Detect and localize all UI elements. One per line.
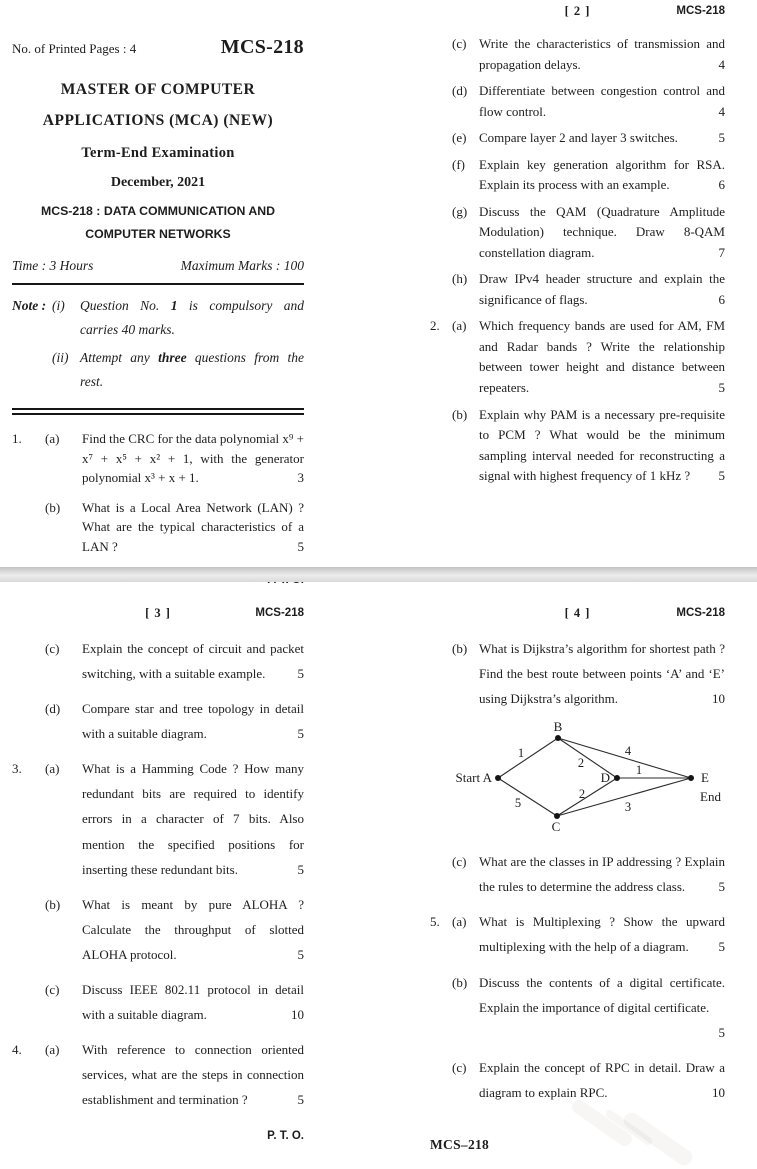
- question-number: [430, 202, 452, 264]
- page2-questions: [430, 34, 725, 487]
- question-part-label: (d): [45, 701, 61, 717]
- question-part-label: (h): [452, 271, 468, 287]
- subject-line2: COMPUTER NETWORKS: [85, 227, 231, 241]
- graph-label-b: B: [553, 721, 563, 735]
- graph-label-d: D: [600, 770, 610, 786]
- graph-edge-weight-AB: 1: [517, 746, 525, 761]
- note-text: [80, 294, 304, 343]
- question-item: [12, 429, 304, 488]
- graph-edge-AB: [498, 738, 558, 778]
- scan-divider: [0, 567, 757, 582]
- question-text: Write the characteristics of transmission and propagation delays. 4: [479, 34, 725, 75]
- page1-questions: [12, 429, 304, 556]
- note-text-segment: questions from the rest.: [80, 349, 304, 389]
- time-marks-row: [12, 258, 304, 274]
- note-text-segment: Question No.: [80, 298, 171, 313]
- question-item: [12, 636, 304, 686]
- note-row: [52, 346, 304, 395]
- question-text: Compare layer 2 and layer 3 switches. 5: [479, 128, 725, 149]
- question-marks: 5: [718, 468, 725, 484]
- graph-node-E: [688, 775, 694, 781]
- question-number: [12, 498, 45, 557]
- page4-questions-bottom: [430, 849, 725, 1105]
- question-item: [430, 202, 725, 264]
- question-item: [430, 970, 725, 1045]
- question-text: Explain the concept of circuit and packet switching, with a suitable example. 5: [82, 636, 304, 686]
- question-marks: 3: [297, 470, 304, 486]
- page4-questions-top: [430, 636, 725, 711]
- page3-questions: [12, 636, 304, 1112]
- question-part-label: (b): [45, 499, 61, 515]
- question-marks: 5: [297, 726, 304, 742]
- question-text: What is meant by pure ALOHA ? Calculate the throughput of slotted ALOHA protocol. 5: [82, 892, 304, 967]
- exam-date: December, 2021: [110, 175, 206, 190]
- exam-page-2: [430, 0, 727, 493]
- question-number: [430, 34, 452, 75]
- question-text: What is a Local Area Network (LAN) ? What are the typical characteristics of a LAN ? 5: [82, 498, 304, 557]
- question-part-label: (c): [452, 1059, 467, 1075]
- question-number: 3.: [12, 761, 22, 777]
- question-text: Discuss IEEE 802.11 protocol in detail with a suitable diagram. 10: [82, 977, 304, 1027]
- question-part-label: (e): [452, 130, 467, 146]
- question-marks: 5: [297, 1092, 304, 1108]
- question-marks: 4: [718, 103, 725, 119]
- note-block: [12, 294, 304, 397]
- question-item: [12, 756, 304, 881]
- question-item: [430, 849, 725, 899]
- question-number: [430, 849, 452, 899]
- page4-footer-code: MCS–218: [430, 1136, 490, 1152]
- question-part-label: (g): [452, 203, 468, 219]
- graph-label-end: End: [700, 789, 721, 805]
- question-part-label: (a): [452, 318, 467, 334]
- question-number: [12, 696, 45, 746]
- question-part-label: (b): [45, 896, 61, 912]
- question-part-label: (a): [452, 914, 467, 930]
- page1-header: [12, 36, 304, 59]
- graph-node-D: [614, 775, 620, 781]
- question-marks: 5: [297, 946, 304, 962]
- question-number: [430, 636, 452, 711]
- question-text: What are the classes in IP addressing ? Explain the rules to determine the address class. 5: [479, 849, 725, 899]
- question-part-label: (c): [452, 36, 467, 51]
- question-marks: 5: [297, 538, 304, 554]
- question-number: [430, 1055, 452, 1105]
- page4-header: [430, 606, 725, 623]
- question-part-label: (b): [452, 406, 468, 422]
- question-item: [430, 1055, 725, 1105]
- question-text: What is a Hamming Code ? How many redundant bits are required to identify errors in a character of 7 bits. Also mention the specified positions for inserting these redundant bits. 5: [82, 756, 304, 881]
- question-part-label: (f): [452, 156, 465, 172]
- question-number: 5.: [430, 914, 440, 930]
- exam-page-3: [0, 582, 378, 1161]
- question-marks: 5: [718, 939, 725, 955]
- question-marks: 10: [291, 1007, 304, 1023]
- rule-top: [12, 283, 304, 285]
- graph-edge-weight-BD: 2: [577, 756, 585, 771]
- dijkstra-graph: [436, 721, 725, 843]
- graph-edge-weight-BE: 4: [624, 744, 632, 759]
- time-allowed: Time : 3 Hours: [12, 258, 94, 273]
- question-text: What is Dijkstra’s algorithm for shortest path ? Find the best route between points ‘A’ and ‘E’ using Dijkstra’s algorithm. 10: [479, 636, 725, 711]
- note-row: [52, 294, 304, 343]
- question-item: [430, 636, 725, 711]
- graph-label-e: E: [701, 770, 709, 786]
- question-text: Compare star and tree topology in detail with a suitable diagram. 5: [82, 696, 304, 746]
- exam-page-1: [0, 0, 378, 567]
- question-item: [430, 128, 725, 149]
- page3-header: [12, 606, 304, 623]
- question-item: [12, 1037, 304, 1112]
- question-item: [430, 269, 725, 310]
- printed-pages-label: No. of Printed Pages : 4: [12, 41, 137, 56]
- question-number: [430, 269, 452, 310]
- question-item: [430, 909, 725, 959]
- note-text-segment: 1: [170, 298, 178, 313]
- question-marks: 5: [718, 379, 725, 395]
- course-title-line2: APPLICATIONS (MCA) (NEW): [42, 112, 274, 129]
- page3-number: [ 3 ]: [145, 606, 171, 620]
- graph-edge-weight-CD: 2: [578, 787, 586, 802]
- question-part-label: (a): [45, 431, 60, 447]
- question-marks: 5: [718, 1024, 725, 1040]
- page2-code: MCS-218: [676, 5, 725, 17]
- note-number: (i): [52, 298, 65, 313]
- question-part-label: (c): [45, 981, 60, 997]
- question-text: With reference to connection oriented services, what are the steps in connection establishment and termination ? 5: [82, 1037, 304, 1112]
- page3-code: MCS-218: [255, 607, 304, 619]
- question-item: [430, 34, 725, 75]
- question-marks: 6: [718, 291, 725, 307]
- question-text: Which frequency bands are used for AM, FM and Radar bands ? Write the relationship between tower height and distance between repeaters. 5: [479, 316, 725, 398]
- question-part-label: (c): [45, 641, 60, 656]
- question-text: Discuss the contents of a digital certificate. Explain the importance of digital certificate. 5: [479, 970, 725, 1045]
- page4-code: MCS-218: [676, 607, 725, 619]
- question-number: [12, 636, 45, 686]
- graph-edge-AC: [498, 778, 557, 816]
- question-item: [430, 405, 725, 487]
- question-marks: 6: [718, 177, 725, 193]
- question-marks: 5: [297, 666, 304, 682]
- question-marks: 5: [718, 130, 725, 146]
- question-part-label: (b): [452, 641, 468, 656]
- note-text-segment: three: [158, 349, 187, 365]
- question-marks: 5: [297, 861, 304, 877]
- question-text: Explain why PAM is a necessary pre-requisite to PCM ? What would be the minimum sampling interval needed for reconstructing a signal with highest frequency of 1 kHz ? 5: [479, 405, 725, 487]
- graph-label-c: C: [551, 819, 561, 835]
- course-title-line1: MASTER OF COMPUTER: [60, 81, 256, 98]
- question-number: [12, 977, 45, 1027]
- question-marks: 10: [712, 691, 725, 707]
- question-item: [12, 696, 304, 746]
- question-part-label: (a): [45, 761, 60, 777]
- question-number: [430, 155, 452, 196]
- page3-pto: P. T. O.: [267, 1130, 304, 1143]
- page2-number: [ 2 ]: [564, 4, 591, 18]
- question-marks: 5: [718, 879, 725, 895]
- question-text: Find the CRC for the data polynomial x⁹ + x⁷ + x⁵ + x² + 1, with the generator polynomial x³ + x + 1. 3: [82, 429, 304, 488]
- note-label: Note :: [12, 298, 47, 313]
- question-text: Differentiate between congestion control and flow control. 4: [479, 81, 725, 122]
- exam-name: Term-End Examination: [81, 145, 235, 161]
- note-number: (ii): [52, 349, 69, 365]
- question-number: [430, 970, 452, 1045]
- graph-label-start-a: Start A: [455, 770, 492, 786]
- graph-node-A: [495, 775, 501, 781]
- question-text: Explain key generation algorithm for RSA. Explain its process with an example. 6: [479, 155, 725, 196]
- graph-node-B: [555, 735, 561, 741]
- question-text: Explain the concept of RPC in detail. Draw a diagram to explain RPC. 10: [479, 1055, 725, 1105]
- question-marks: 10: [712, 1084, 725, 1100]
- question-item: [12, 892, 304, 967]
- question-number: [430, 81, 452, 122]
- graph-edge-weight-AC: 5: [514, 796, 522, 811]
- maximum-marks: Maximum Marks : 100: [180, 258, 304, 273]
- question-marks: 4: [718, 56, 725, 72]
- exam-page-4: [430, 582, 727, 1153]
- note-text-segment: Attempt any: [80, 349, 159, 365]
- question-number: [12, 892, 45, 967]
- question-part-label: (b): [452, 974, 468, 990]
- question-item: [430, 155, 725, 196]
- question-text: Draw IPv4 header structure and explain the significance of flags. 6: [479, 269, 725, 310]
- note-text-segment: is compulsory and carries 40 marks.: [80, 298, 304, 338]
- dijkstra-graph-svg: [436, 721, 736, 839]
- graph-edge-weight-CE: 3: [624, 800, 632, 815]
- question-text: Discuss the QAM (Quadrature Amplitude Modulation) technique. Draw 8-QAM constellation diagram. 7: [479, 202, 725, 264]
- question-item: [12, 498, 304, 557]
- paper-code: MCS-218: [220, 36, 304, 58]
- question-number: [430, 128, 452, 149]
- subject-line1: MCS-218 : DATA COMMUNICATION AND: [40, 204, 276, 218]
- note-text: [80, 346, 304, 395]
- question-text: What is Multiplexing ? Show the upward multiplexing with the help of a diagram. 5: [479, 909, 725, 959]
- question-part-label: (d): [452, 83, 468, 99]
- question-number: [430, 405, 452, 487]
- question-part-label: (c): [452, 854, 467, 870]
- question-part-label: (a): [45, 1042, 60, 1058]
- page2-header: [430, 4, 725, 21]
- question-number: 1.: [12, 431, 22, 447]
- question-item: [12, 977, 304, 1027]
- question-item: [430, 81, 725, 122]
- page4-number: [ 4 ]: [564, 606, 591, 620]
- question-item: [430, 316, 725, 398]
- rule-double: [12, 408, 304, 415]
- question-number: 2.: [430, 318, 440, 334]
- graph-edge-weight-DE: 1: [635, 763, 643, 778]
- question-number: 4.: [12, 1042, 22, 1058]
- note-rows: [52, 294, 304, 397]
- question-marks: 7: [718, 244, 725, 260]
